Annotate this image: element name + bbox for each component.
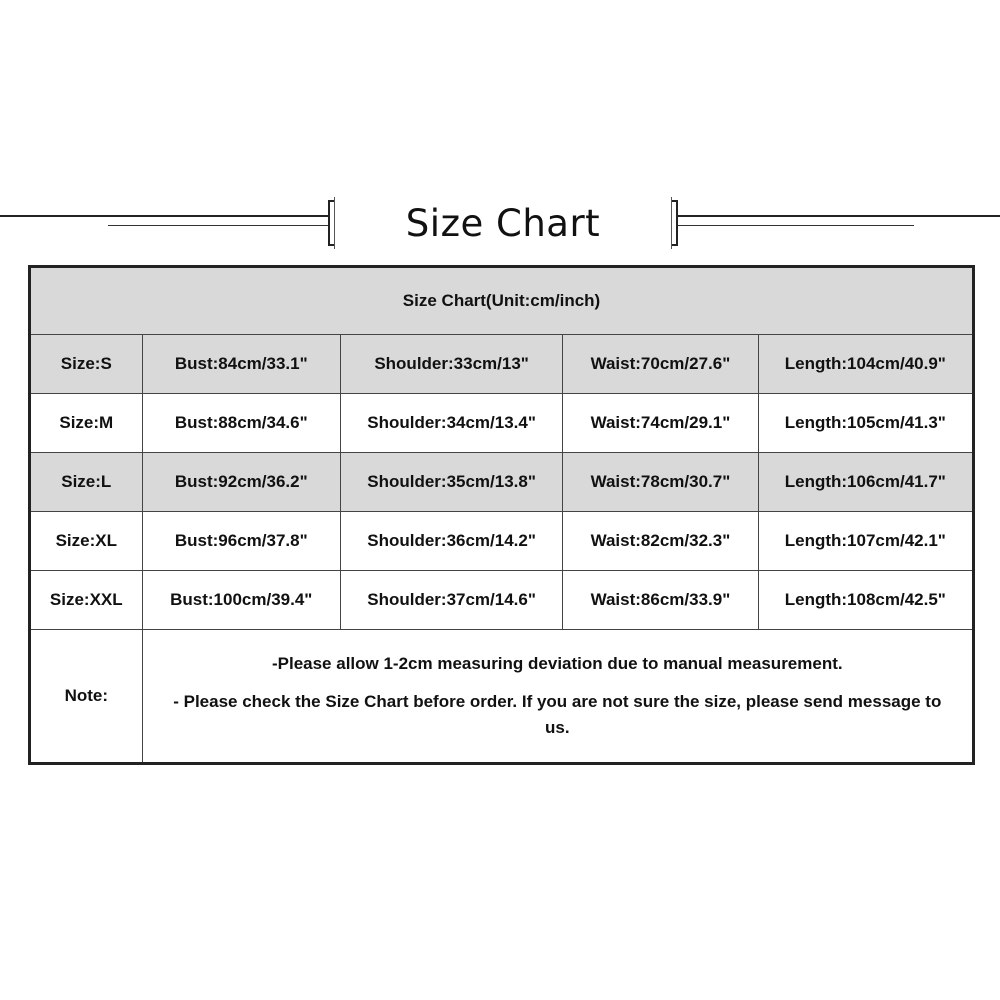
note-content bbox=[142, 630, 973, 764]
bust-cell: Bust:92cm/36.2" bbox=[142, 453, 340, 512]
shoulder-cell: Shoulder:35cm/13.8" bbox=[340, 453, 562, 512]
size-cell: Size:XL bbox=[30, 512, 143, 571]
title-right-rule-inner bbox=[678, 225, 914, 226]
size-cell: Size:XXL bbox=[30, 571, 143, 630]
size-chart-table bbox=[28, 265, 975, 765]
shoulder-cell: Shoulder:34cm/13.4" bbox=[340, 394, 562, 453]
bust-cell: Bust:96cm/37.8" bbox=[142, 512, 340, 571]
length-cell: Length:108cm/42.5" bbox=[758, 571, 973, 630]
page-title: Size Chart bbox=[405, 201, 601, 245]
length-cell: Length:106cm/41.7" bbox=[758, 453, 973, 512]
title-right-rule bbox=[678, 215, 1000, 217]
note-label: Note: bbox=[30, 630, 143, 764]
table-row bbox=[30, 335, 974, 394]
table-header-cell: Size Chart(Unit:cm/inch) bbox=[30, 267, 974, 335]
table-row bbox=[30, 394, 974, 453]
title-banner bbox=[0, 195, 1000, 255]
note-row bbox=[30, 630, 974, 764]
table-row bbox=[30, 512, 974, 571]
shoulder-cell: Shoulder:33cm/13" bbox=[340, 335, 562, 394]
shoulder-cell: Shoulder:37cm/14.6" bbox=[340, 571, 562, 630]
table-header-row bbox=[30, 267, 974, 335]
title-frame bbox=[328, 200, 678, 246]
waist-cell: Waist:78cm/30.7" bbox=[563, 453, 758, 512]
length-cell: Length:105cm/41.3" bbox=[758, 394, 973, 453]
note-line-deviation: -Please allow 1-2cm measuring deviation due to manual measurement. bbox=[271, 654, 843, 673]
size-cell: Size:M bbox=[30, 394, 143, 453]
waist-cell: Waist:82cm/32.3" bbox=[563, 512, 758, 571]
shoulder-cell: Shoulder:36cm/14.2" bbox=[340, 512, 562, 571]
title-left-rule bbox=[0, 215, 328, 217]
length-cell: Length:104cm/40.9" bbox=[758, 335, 973, 394]
length-cell: Length:107cm/42.1" bbox=[758, 512, 973, 571]
title-left-rule-inner bbox=[108, 225, 328, 226]
note-line-check-chart: - Please check the Size Chart before order. If you are not sure the size, please send message to us. bbox=[173, 692, 942, 737]
table-row bbox=[30, 571, 974, 630]
table-row bbox=[30, 453, 974, 512]
bust-cell: Bust:100cm/39.4" bbox=[142, 571, 340, 630]
bust-cell: Bust:84cm/33.1" bbox=[142, 335, 340, 394]
waist-cell: Waist:70cm/27.6" bbox=[563, 335, 758, 394]
waist-cell: Waist:74cm/29.1" bbox=[563, 394, 758, 453]
size-cell: Size:L bbox=[30, 453, 143, 512]
waist-cell: Waist:86cm/33.9" bbox=[563, 571, 758, 630]
bust-cell: Bust:88cm/34.6" bbox=[142, 394, 340, 453]
size-cell: Size:S bbox=[30, 335, 143, 394]
